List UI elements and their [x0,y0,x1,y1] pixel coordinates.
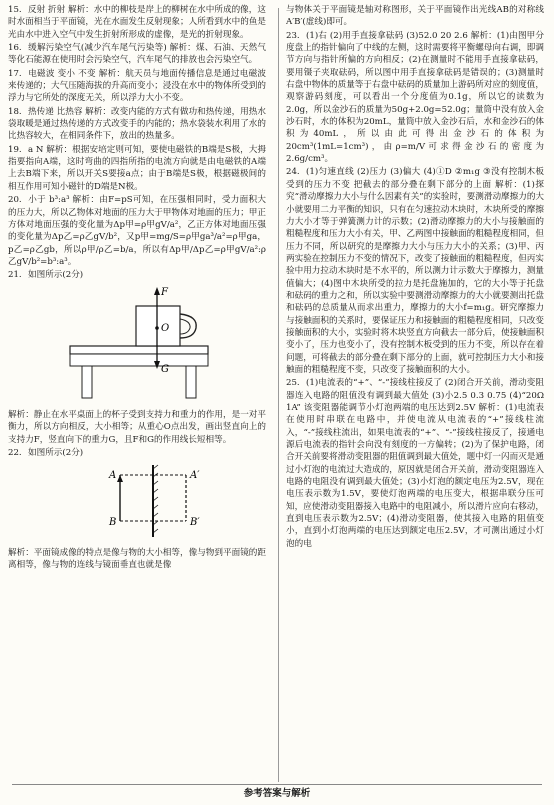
cup-handle-inner [180,319,190,334]
right-column [286,4,544,782]
cup-handle [180,314,196,338]
answer-17: 17. 电磁波 变小 不变 解析：航天员与地面传播信息是通过电磁波来传递的；大气压随海拔的升高而变小；浸没在水中的物体所受到的浮力与它所处的深度无关，所以浮力大小不变。 [8,68,266,104]
answer-21-explanation: 解析：静止在水平桌面上的杯子受到支持力和重力的作用，是一对平衡力，所以方向相反，大小相等；从重心O点出发，画出竖直向上的支持力F，竖直向下的重力G，且F和G的作用线长短相等。 [8,409,266,445]
table-top [70,346,208,354]
cup-force-diagram [8,284,266,402]
answer-page [8,4,548,782]
answer-23: 23. (1)右 (2)用手直接拿砝码 (3)52.0 20 2.6 解析：(1)由图甲分度盘上的指针偏向了中线的左侧，这时需要将平衡螺母向右调，即调节方向与指针所偏的方向相反；(2)在测量时不能用手直接拿砝码，要用镊子夹取砝码，所以图中用手直接拿砝码是错误的；(3)测量时右盘中物体的质量等于右盘中砝码的质量加上游码所对应的刻度值，观察游码刻度，可以看出一个分度值为0.1g，所以它的读数为2.0g，所以金沙石的质量为50g+2.0g=52.0g；量筒中没有放入金沙石时，水的体积为20mL，量筒中放入金沙石后，水和金沙石的体积为40mL，所以由此可得出金沙石的体积为20cm³(1mL=1cm³)，由ρ=m/V可求得金沙石的密度为2.6g/cm³。 [286,30,544,165]
center-of-gravity-point [155,326,159,330]
answer-16: 16. 缓解污染空气(减少汽车尾气污染等) 解析：煤、石油、天然气等化石能源在使用时会污染空气，汽车尾气的排放也会污染空气。 [8,43,266,66]
cup-body [136,306,180,346]
answer-22-explanation: 解析：平面镜成像的特点是像与物的大小相等，像与物到平面镜的距离相等，像与物的连线与镜面垂直也就是像 [8,547,266,570]
answer-22-heading: 22. 如图所示(2分) [8,447,84,458]
label-f: F [161,286,168,298]
answer-21-heading: 21. 如图所示(2分) [8,270,84,281]
table-leg-right [186,366,196,398]
table-apron [70,354,208,366]
answer-15: 15. 反射 折射 解析：水中的柳枝是岸上的柳树在水中所成的像，这时水面相当于平面镜，光在水面发生反射现象；人所看到水中的鱼是光由水中进入空气中发生折射所形成的虚像，是光的折射现象。 [8,5,266,40]
label-b: B [109,517,117,529]
answer-24: 24. (1)匀速直线 (2)压力 (3)偏大 (4)①D ②m₁g ③没有控制木板受到的压力不变 把截去的部分叠在剩下部分的上面 解析：(1)探究“滑动摩擦力大小与什么因素有关”的实验时，要测滑动摩擦力的大小就要用二力平衡的知识，只有在匀速拉动木块时，木块所受的摩擦力大小才等于弹簧测力计的示数；(2)滑动摩擦力的大小与接触面的粗糙程度和压力大小有关，甲、乙两图中接触面的粗糙程度相同，但压力不同，所以研究的是摩擦力大小与压力大小的关系；(3)甲、丙两实验在控制压力不变的情况下，改变了接触面的粗糙程度，但丙实验中用力拉动木块时是不水平的，所以测力计示数大于摩擦力，测量值偏大；(4)图中木块所受的拉力是托盘施加的，它的大小等于托盘和砝码的重力之和，所以实验中要测滑动摩擦力的大小就要测出托盘和砝码的总质量从而求出重力，摩擦力的大小f=m₁g。研究摩擦力与接触面积的关系时，要保证压力和接触面的粗糙程度相同，只改变接触面积的大小，实验时将木块竖直方向截去一部分后，使接触面积变小了，压力也变小了，没有控制木板受到的压力不变，所以存在着问题，可将截去的部分叠在剩下部分的上面，就可控制压力大小和接触面的粗糙程度不变，只改变了接触面积的大小。 [286,167,544,375]
label-b-prime: B′ [190,517,200,529]
answer-20: 20. 小于 b³:a³ 解析：由F=pS可知，在压强相同时，受力面积大的压力大，所以乙物体对地面的压力大于甲物体对地面的压力；甲正方体对地面压强的变化量为Δp甲=ρ甲gV/a²，乙正方体对地面压强的变化量为Δp乙=ρ乙gV/b²，又p甲=mg/S=ρ甲ga³/a²=ρ甲ga，p乙=ρ乙gb，所以ρ甲/ρ乙=b/a，所以有Δp甲/Δp乙=ρ甲gV/a²:ρ乙gV/b²=b³:a³。 [8,195,266,267]
label-a-prime: A′ [190,470,200,482]
mirror-diagram [8,461,266,539]
label-g: G [161,363,169,375]
answer-22-continued: 与物体关于平面镜是轴对称图形，关于平面镜作出光线AB的对称线A′B′(虚线)即可。 [286,5,544,28]
column-divider [278,8,279,782]
answer-18: 18. 热传递 比热容 解析：改变内能的方式有做功和热传递，用热水袋取暖是通过热传递的方式改变手的内能的；热水袋装水利用了水的比热容较大，在相同条件下，放出的热量多。 [8,106,266,142]
page-footer: 参考答案与解析 [243,788,311,799]
label-a: A [109,470,117,482]
table-leg-left [82,366,92,398]
answer-25: 25. (1)电流表的“+”、“-”接线柱接反了 (2)闭合开关前，滑动变阻器连入电路的阻值没有调到最大值处 (3)小2.5 0.3 0.75 (4)“20Ω 1A” 该变阻器能调节小灯泡两端的电压达到2.5V 解析：(1)电流表在使用时串联在电路中，并使电流从电流表的“+”接线柱流入，“-”接线柱流出，如果电流表的“+”、“-”接线柱接反了，接通电源后电流表的指针会向没有刻度的一方偏转；(2)为了保护电路，闭合开关前要将滑动变阻器的阻值调到最大值处，题中灯一闪而灭是通过小灯泡的电流过大造成的，原因就是闭合开关前，滑动变阻器连入电路的电阻没有调到最大值处；(3)小灯泡的额定电压为2.5V，现在电压表示数为1.5V，要使灯泡两端的电压变大，根据串联分压可知，应使滑动变阻器接入电路中的电阻减小，所以滑片应向右移动，直到电压表示数为2.5V；(4)滑动变阻器，使其接入电路的阻值变小，直到小灯泡两端的电压达到额定电压2.5V，才可测出通过小灯泡的电 [286,378,544,549]
mirror-image-figure [8,461,266,543]
answer-19: 19. a N 解析：根据安培定则可知，要使电磁铁的B端是S极，大拇指要指向A端，这时弯曲的四指所指的电流方向就是由电磁铁的A端上去B端下来，所以开关S要接a点；由于B端是S极，根据磁极间的相互作用可知小磁针的D端是N极。 [8,144,266,192]
cup-on-table-figure [8,284,266,406]
left-column [8,4,266,782]
label-o: O [161,322,170,334]
support-force-arrowhead [154,287,160,295]
footer-rule [12,784,542,785]
object-arrowhead [117,475,123,482]
